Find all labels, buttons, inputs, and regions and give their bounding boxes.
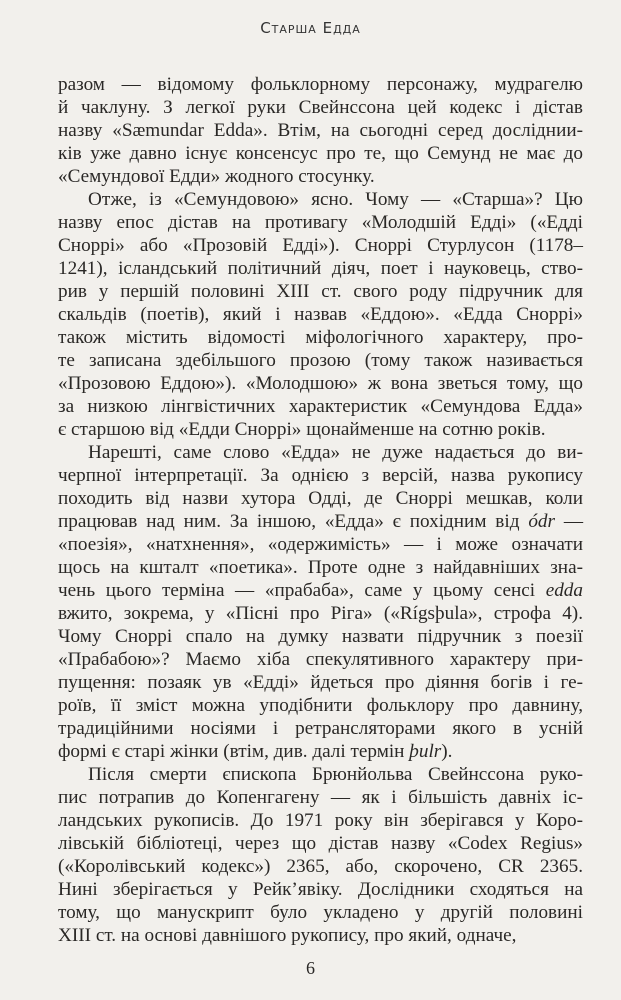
text-line [58, 165, 583, 188]
text-segment: Після смерти єпископа Брюнйольва Свейнссона руко- [88, 764, 583, 785]
text-segment: за низкою лінгвістичних характеристик «Семундова Едда» [58, 396, 583, 417]
text-segment: роїв, її зміст можна уподібнити фольклору про давнину, [58, 695, 583, 716]
text-line [58, 349, 583, 372]
text-segment: XIII ст. на основі давнішого рукопису, про який, одначе, [58, 925, 517, 946]
text-line [58, 878, 583, 901]
text-segment: черпної інтерпретації. За однією з версій, назва рукопису [58, 465, 583, 486]
text-line [58, 280, 583, 303]
text-line [58, 96, 583, 119]
text-segment: пущення: позаяк ув «Едді» йдеться про діяння богів і ге- [58, 672, 583, 693]
text-segment: Сноррі» або «Прозовій Едді»). Сноррі Стурлусон (1178– [58, 235, 583, 256]
text-segment: лівській бібліотеці, через що дістав назву «Codex Regius» [58, 833, 583, 854]
text-segment: також містить відомості міфологічного характеру, про- [58, 327, 583, 348]
text-segment: Нині зберігається у Рейк’явіку. Дослідники сходяться на [58, 879, 583, 900]
text-line [58, 671, 583, 694]
text-line [58, 188, 583, 211]
text-line [58, 901, 583, 924]
italic-term: edda [545, 580, 583, 601]
text-segment: («Королівський кодекс») 2365, або, скорочено, CR 2365. [58, 856, 583, 877]
paragraph [58, 441, 583, 763]
text-line [58, 303, 583, 326]
text-segment: Чому Сноррі спало на думку назвати підручник з поезії [58, 626, 583, 647]
text-line [58, 740, 583, 763]
page-number: 6 [306, 958, 315, 978]
text-line [58, 556, 583, 579]
text-line [58, 602, 583, 625]
text-line [58, 694, 583, 717]
text-line [58, 326, 583, 349]
text-line [58, 487, 583, 510]
italic-term: þulr [409, 741, 442, 762]
text-segment: походить від назви хутора Одді, де Сноррі мешкав, коли [58, 488, 583, 509]
text-segment: пис потрапив до Копенгагену — як і більшість давніх іс- [58, 787, 583, 808]
text-segment: «поезія», «натхнення», «одержимість» — і може означати [58, 534, 583, 555]
text-segment: ). [441, 741, 453, 762]
paragraph [58, 188, 583, 441]
text-line [58, 648, 583, 671]
text-segment: разом — відомому фольклорному персонажу, мудрагелю [58, 74, 583, 95]
text-line [58, 533, 583, 556]
text-segment: 1241), ісландський політичний діяч, поет і науковець, ство- [58, 258, 583, 279]
text-segment: й чаклуну. З легкої руки Свейнссона цей кодекс і дістав [58, 97, 583, 118]
text-segment: ландських рукописів. До 1971 року він зберігався у Коро- [58, 810, 583, 831]
text-line [58, 464, 583, 487]
text-line [58, 142, 583, 165]
text-line [58, 855, 583, 878]
text-segment: працював над ним. За іншою, «Едда» є похідним від [58, 511, 529, 532]
text-line [58, 418, 583, 441]
text-line [58, 119, 583, 142]
text-line [58, 234, 583, 257]
text-line [58, 786, 583, 809]
text-segment: — [554, 511, 584, 532]
text-line [58, 763, 583, 786]
text-segment: назву «Sæmundar Edda». Втім, на сьогодні серед досліднии- [58, 120, 583, 141]
paragraph [58, 73, 583, 188]
text-segment: Отже, із «Семундовою» ясно. Чому — «Старша»? Цю [88, 189, 583, 210]
text-line [58, 832, 583, 855]
text-segment: ків уже давно існує консенсус про те, що Семунд не має до [58, 143, 583, 164]
text-segment: рив у першій половині XIII ст. свого роду підручник для [58, 281, 583, 302]
text-segment: «Семундової Едди» жодного стосунку. [58, 166, 375, 187]
text-segment: назву епос дістав на противагу «Молодшій Едді» («Едді [58, 212, 583, 233]
text-line [58, 717, 583, 740]
text-segment: тому, що манускрипт було укладено у другій половині [58, 902, 583, 923]
text-line [58, 441, 583, 464]
text-line [58, 809, 583, 832]
text-segment: скальдів (поетів), який і назвав «Еддою». «Едда Сноррі» [58, 304, 583, 325]
text-line [58, 625, 583, 648]
text-segment: Нарешті, саме слово «Едда» не дуже надається до ви- [88, 442, 583, 463]
text-segment: є старшою від «Едди Сноррі» щонайменше на сотню років. [58, 419, 546, 440]
text-line [58, 579, 583, 602]
text-segment: традиційними носіями і ретрансляторами якого в усній [58, 718, 583, 739]
text-line [58, 73, 583, 96]
running-header: Старша Едда [260, 19, 361, 37]
text-line [58, 510, 583, 533]
page-body [58, 73, 583, 947]
text-segment: те записана здебільшого прозою (тому також називається [58, 350, 583, 371]
text-line [58, 924, 583, 947]
paragraph [58, 763, 583, 947]
text-segment: щось на кшталт «поетика». Проте одне з найдавніших зна- [58, 557, 583, 578]
text-line [58, 257, 583, 280]
text-segment: вжито, зокрема, у «Пісні про Ріга» («Rígsþula», строфа 4). [58, 603, 583, 624]
text-segment: «Прабабою»? Маємо хіба спекулятивного характеру при- [58, 649, 583, 670]
italic-term: ódr [528, 511, 555, 532]
text-segment: формі є старі жінки (втім, див. далі термін [58, 741, 410, 762]
text-line [58, 372, 583, 395]
text-segment: чень цього терміна — «прабаба», саме у цьому сенсі [58, 580, 546, 601]
text-segment: «Прозовою Еддою»). «Молодшою» ж вона зветься тому, що [58, 373, 583, 394]
text-line [58, 395, 583, 418]
text-line [58, 211, 583, 234]
